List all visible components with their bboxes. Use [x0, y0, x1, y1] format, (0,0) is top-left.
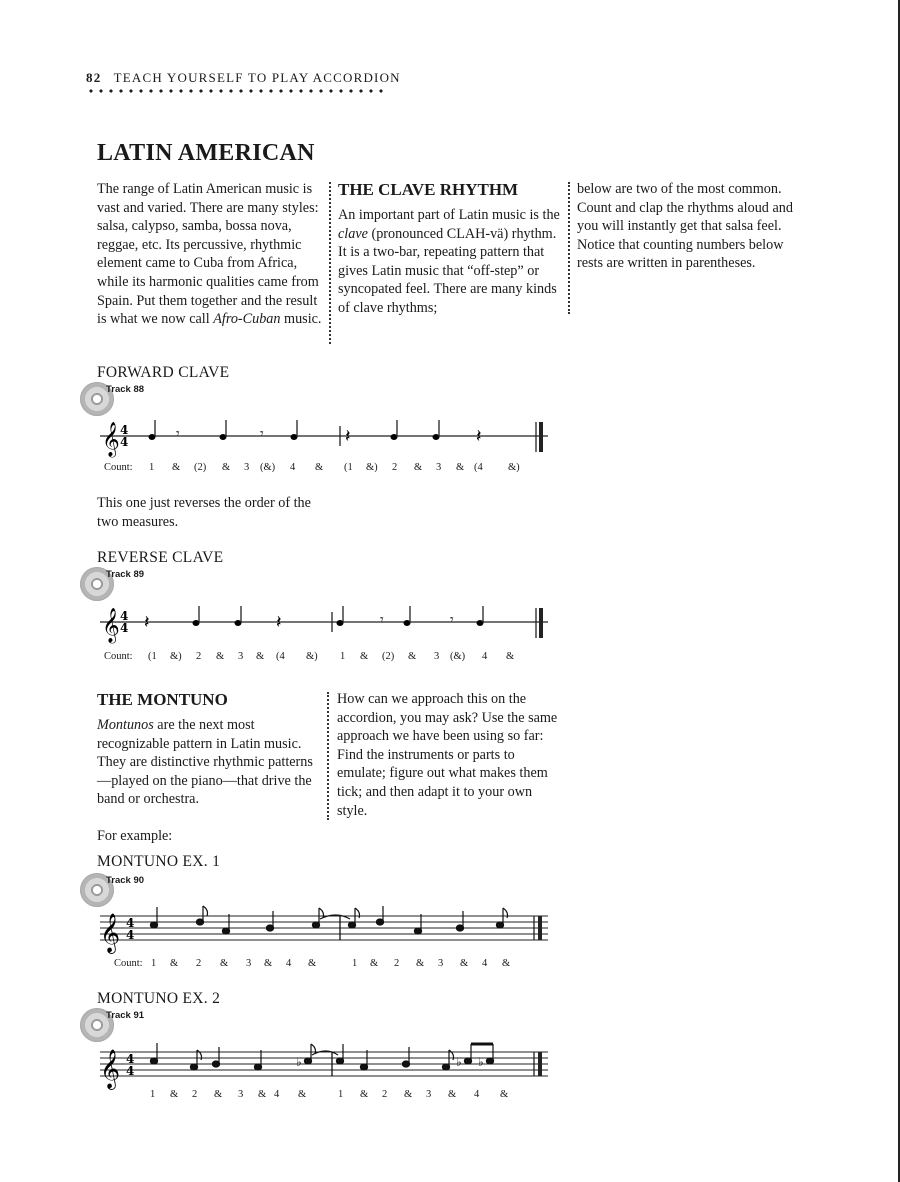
track-89: [80, 567, 144, 601]
time-signature-bottom: 4: [126, 928, 135, 942]
quarter-note: [291, 420, 298, 440]
track-88: [80, 382, 144, 416]
montuno-ex2-staff: [100, 1040, 550, 1090]
count: 3: [426, 1089, 432, 1100]
eighth-rest: 𝄾: [450, 613, 454, 628]
quarter-rest: 𝄽: [345, 426, 351, 446]
count: 4: [274, 1089, 280, 1100]
count: &: [360, 1089, 369, 1100]
header-dotted-rule: [86, 88, 386, 94]
count: 1: [149, 462, 155, 473]
count: 1: [338, 1089, 344, 1100]
count: 3: [246, 958, 252, 969]
count: 3: [238, 651, 244, 662]
count-label: Count:: [104, 462, 133, 473]
clave-heading: THE CLAVE RHYTHM: [338, 180, 519, 199]
montuno-ex1-counts: [114, 958, 544, 972]
forward-clave-label: FORWARD CLAVE: [97, 364, 230, 381]
count: 4: [482, 651, 488, 662]
count: &: [222, 462, 231, 473]
column-divider: [568, 182, 572, 314]
count: &: [456, 462, 465, 473]
count: &: [170, 958, 179, 969]
count: 1: [150, 1089, 156, 1100]
quarter-note: [404, 606, 411, 626]
count: 2: [394, 958, 400, 969]
count: 1: [151, 958, 157, 969]
book-title: TEACH YOURSELF TO PLAY ACCORDION: [113, 70, 401, 85]
count: &: [506, 651, 515, 662]
time-signature-bottom: 4: [120, 621, 129, 635]
clave-text-1: An important part of Latin music is the: [338, 207, 560, 223]
melody-notes: [150, 906, 507, 940]
time-signature-bottom: 4: [126, 1064, 135, 1078]
count: &: [172, 462, 181, 473]
clave-italic: clave: [338, 225, 368, 242]
treble-clef: 𝄞: [102, 422, 120, 457]
count: &: [404, 1089, 413, 1100]
eighth-rest: 𝄾: [260, 427, 264, 442]
quarter-rest: 𝄽: [144, 612, 150, 632]
count: &: [360, 651, 369, 662]
track-label: Track 91: [106, 1009, 145, 1021]
montuno-italic: Montunos: [97, 717, 154, 733]
quarter-note: [149, 420, 156, 440]
count: (&): [260, 462, 276, 473]
montuno-ex1-staff: [100, 904, 550, 954]
quarter-rest: 𝄽: [476, 426, 482, 446]
count: (1: [344, 462, 353, 473]
end-barline: [536, 422, 541, 452]
staff-lines: [100, 916, 548, 940]
forward-clave-counts: [104, 462, 544, 476]
count-label: Count:: [104, 651, 133, 662]
count: 3: [438, 958, 444, 969]
count: 1: [352, 958, 358, 969]
count: &: [216, 651, 225, 662]
count: &: [502, 958, 511, 969]
count: &: [214, 1089, 223, 1100]
count: 2: [382, 1089, 388, 1100]
reverse-clave-counts: [104, 651, 544, 665]
count-label: Count:: [114, 958, 143, 969]
quarter-rest: 𝄽: [276, 612, 282, 632]
track-label: Track 90: [106, 874, 145, 886]
count: &): [306, 651, 318, 662]
time-signature-top: 4: [126, 1052, 135, 1066]
count: &: [264, 958, 273, 969]
reverse-clave-label: REVERSE CLAVE: [97, 549, 224, 566]
forward-clave-staff: [100, 416, 550, 460]
montuno-heading: THE MONTUNO: [97, 690, 228, 709]
quarter-note: [391, 420, 398, 440]
count: &: [256, 651, 265, 662]
treble-clef: 𝄞: [100, 913, 121, 953]
reverse-clave-staff: [100, 602, 550, 646]
svg-text:♭: ♭: [478, 1055, 484, 1069]
count: &: [448, 1089, 457, 1100]
count: &: [460, 958, 469, 969]
eighth-rest: 𝄾: [380, 613, 384, 628]
count: 3: [436, 462, 442, 473]
count: 3: [244, 462, 250, 473]
count: (2): [194, 462, 207, 473]
count: &: [170, 1089, 179, 1100]
count: &: [500, 1089, 509, 1100]
treble-clef: 𝄞: [100, 1049, 121, 1089]
melody-notes: [150, 1043, 493, 1076]
montuno-ex1-label: MONTUNO EX. 1: [97, 853, 221, 870]
svg-text:♭: ♭: [296, 1055, 302, 1069]
count: 2: [392, 462, 398, 473]
intro-italic: Afro-Cuban: [213, 311, 281, 328]
reverse-note: This one just reverses the order of the two measures.: [97, 495, 311, 530]
clave-paragraph: [338, 206, 564, 318]
count: &: [416, 958, 425, 969]
count: (4: [276, 651, 285, 662]
count: &: [408, 651, 417, 662]
montuno-approach-paragraph: How can we approach this on the accordion, you may ask? Use the same approach we have been using so far: Find the instruments or parts to emulate; figure out what makes them tick; and then adapt it to your own style.: [337, 691, 558, 819]
intro-paragraph: [97, 180, 325, 329]
count: &): [508, 462, 520, 473]
count: &): [170, 651, 182, 662]
count: &): [366, 462, 378, 473]
running-header: [86, 70, 401, 86]
count: &: [298, 1089, 307, 1100]
count: (&): [450, 651, 466, 662]
count: &: [370, 958, 379, 969]
count: 3: [434, 651, 440, 662]
count: 2: [196, 958, 202, 969]
quarter-note: [433, 420, 440, 440]
montuno-text: are the next most recognizable pattern in Latin music. They are distinctive rhythmic patterns—played on the piano—that drive the band or orchestra.: [97, 717, 313, 808]
count: (1: [148, 651, 157, 662]
intro-text-1: The range of Latin American music is vast and varied. There are many styles: salsa, calypso, samba, bossa nova, reggae, etc. Its percussive, rhythmic element came to Cuba from Africa, while its harmonic qualities came from Spain. Put them together and the result is what we now call: [97, 181, 319, 328]
for-example-text: For example:: [97, 828, 173, 844]
track-91: [80, 1008, 144, 1042]
count: 3: [238, 1089, 244, 1100]
count: &: [315, 462, 324, 473]
time-signature-top: 4: [126, 916, 135, 930]
quarter-note: [337, 606, 344, 626]
count: 4: [290, 462, 296, 473]
column-divider: [329, 182, 333, 344]
quarter-note: [220, 420, 227, 440]
count: 4: [474, 1089, 480, 1100]
track-90: [80, 873, 144, 907]
time-signature-top: 4: [120, 609, 129, 623]
count: 1: [340, 651, 346, 662]
count: (4: [474, 462, 483, 473]
count: 4: [482, 958, 488, 969]
treble-clef: 𝄞: [102, 608, 120, 643]
clave-text-2: (pronounced CLAH-vä) rhythm. It is a two-bar, repeating pattern that gives Latin music that “off-step” or syncopated feel. There are many kinds of clave rhythms;: [338, 225, 557, 316]
clave-paragraph-continued: below are two of the most common. Count and clap the rhythms aloud and you will instantly get that salsa feel. Notice that counting numbers below rests are written in parentheses.: [577, 181, 793, 272]
count: 4: [286, 958, 292, 969]
quarter-note: [477, 606, 484, 626]
eighth-rest: 𝄾: [176, 427, 180, 442]
time-signature-top: 4: [120, 423, 129, 437]
count: (2): [382, 651, 395, 662]
section-title: LATIN AMERICAN: [97, 140, 315, 166]
track-label: Track 88: [106, 383, 145, 395]
count: &: [308, 958, 317, 969]
end-barline: [536, 608, 541, 638]
montuno-paragraph: [97, 716, 323, 809]
montuno-ex2-label: MONTUNO EX. 2: [97, 990, 221, 1007]
montuno-ex2-counts: [150, 1089, 550, 1103]
count: 2: [196, 651, 202, 662]
svg-text:♭: ♭: [456, 1055, 462, 1069]
quarter-note: [193, 606, 200, 626]
page-number: 82: [86, 70, 102, 85]
count: &: [258, 1089, 267, 1100]
intro-text-2: music.: [280, 311, 322, 328]
count: &: [414, 462, 423, 473]
count: &: [220, 958, 229, 969]
quarter-note: [235, 606, 242, 626]
time-signature-bottom: 4: [120, 435, 129, 449]
column-divider: [327, 692, 331, 820]
track-label: Track 89: [106, 568, 145, 580]
count: 2: [192, 1089, 198, 1100]
